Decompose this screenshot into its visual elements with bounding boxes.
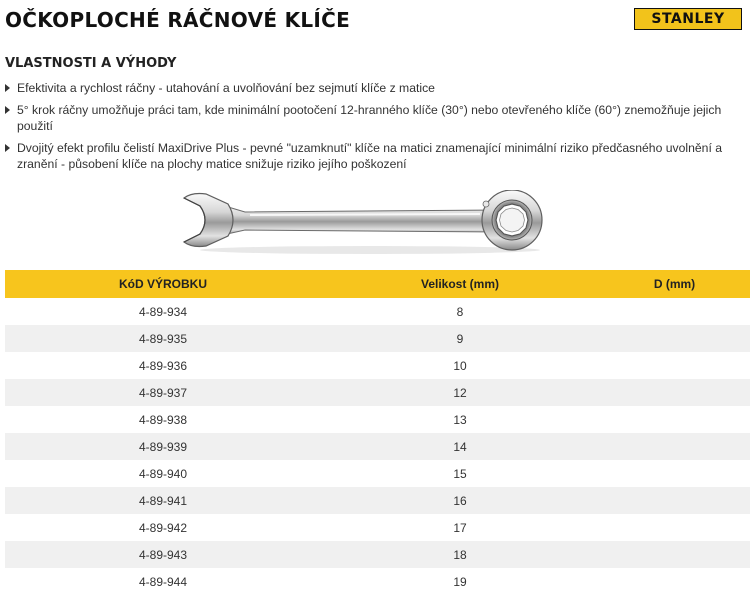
- feature-text: 5° krok ráčny umožňuje práci tam, kde minimální pootočení 12-hranného klíče (30°) nebo otevřeného klíče (60°) znemožňuje jejich použití: [17, 103, 722, 133]
- feature-list: [5, 80, 750, 178]
- size-cell: 15: [321, 460, 599, 487]
- d-cell: [599, 325, 750, 352]
- table-row: [5, 325, 750, 352]
- product-code-cell: 4-89-940: [5, 460, 321, 487]
- size-cell: 9: [321, 325, 599, 352]
- d-cell: [599, 379, 750, 406]
- d-cell: [599, 487, 750, 514]
- feature-item: [5, 102, 750, 134]
- table-row: [5, 298, 750, 325]
- size-cell: 19: [321, 568, 599, 595]
- product-code-cell: 4-89-937: [5, 379, 321, 406]
- d-cell: [599, 352, 750, 379]
- feature-text: Dvojitý efekt profilu čelistí MaxiDrive Plus - pevné "uzamknutí" klíče na matici znamenající minimální riziko předčasného uvolnění a zranění - působení klíče na plochy matice snižuje riziko jejího poškození: [17, 141, 722, 171]
- product-code-cell: 4-89-943: [5, 541, 321, 568]
- table-header-row: [5, 270, 750, 298]
- page-title: OČKOPLOCHÉ RÁČNOVÉ KLÍČE: [5, 8, 351, 32]
- stanley-logo: STANLEY: [634, 8, 742, 30]
- bullet-arrow-icon: [5, 106, 10, 114]
- d-cell: [599, 406, 750, 433]
- product-code-cell: 4-89-936: [5, 352, 321, 379]
- table-row: [5, 541, 750, 568]
- table-row: [5, 514, 750, 541]
- d-cell: [599, 568, 750, 595]
- table-row: [5, 460, 750, 487]
- size-cell: 8: [321, 298, 599, 325]
- product-code-cell: 4-89-938: [5, 406, 321, 433]
- product-code-cell: 4-89-941: [5, 487, 321, 514]
- table-row: [5, 487, 750, 514]
- column-header-d: D (mm): [599, 270, 750, 298]
- d-cell: [599, 514, 750, 541]
- ratcheting-combination-wrench-icon: [180, 190, 560, 256]
- table-row: [5, 352, 750, 379]
- table-row: [5, 406, 750, 433]
- table-row: [5, 433, 750, 460]
- features-heading: VLASTNOSTI A VÝHODY: [5, 56, 177, 71]
- size-cell: 18: [321, 541, 599, 568]
- product-code-cell: 4-89-942: [5, 514, 321, 541]
- table-row: [5, 379, 750, 406]
- feature-item: [5, 140, 750, 172]
- feature-text: Efektivita a rychlost ráčny - utahování a uvolňování bez sejmutí klíče z matice: [17, 81, 435, 95]
- size-cell: 14: [321, 433, 599, 460]
- d-cell: [599, 298, 750, 325]
- feature-item: [5, 80, 750, 96]
- column-header-code: KóD VÝROBKU: [5, 270, 321, 298]
- d-cell: [599, 460, 750, 487]
- product-code-cell: 4-89-939: [5, 433, 321, 460]
- product-code-cell: 4-89-935: [5, 325, 321, 352]
- d-cell: [599, 541, 750, 568]
- size-cell: 12: [321, 379, 599, 406]
- size-cell: 16: [321, 487, 599, 514]
- table-row: [5, 568, 750, 595]
- bullet-arrow-icon: [5, 84, 10, 92]
- product-code-cell: 4-89-934: [5, 298, 321, 325]
- size-cell: 10: [321, 352, 599, 379]
- size-cell: 17: [321, 514, 599, 541]
- size-cell: 13: [321, 406, 599, 433]
- product-table: [5, 270, 750, 595]
- d-cell: [599, 433, 750, 460]
- product-code-cell: 4-89-944: [5, 568, 321, 595]
- bullet-arrow-icon: [5, 144, 10, 152]
- column-header-size: Velikost (mm): [321, 270, 599, 298]
